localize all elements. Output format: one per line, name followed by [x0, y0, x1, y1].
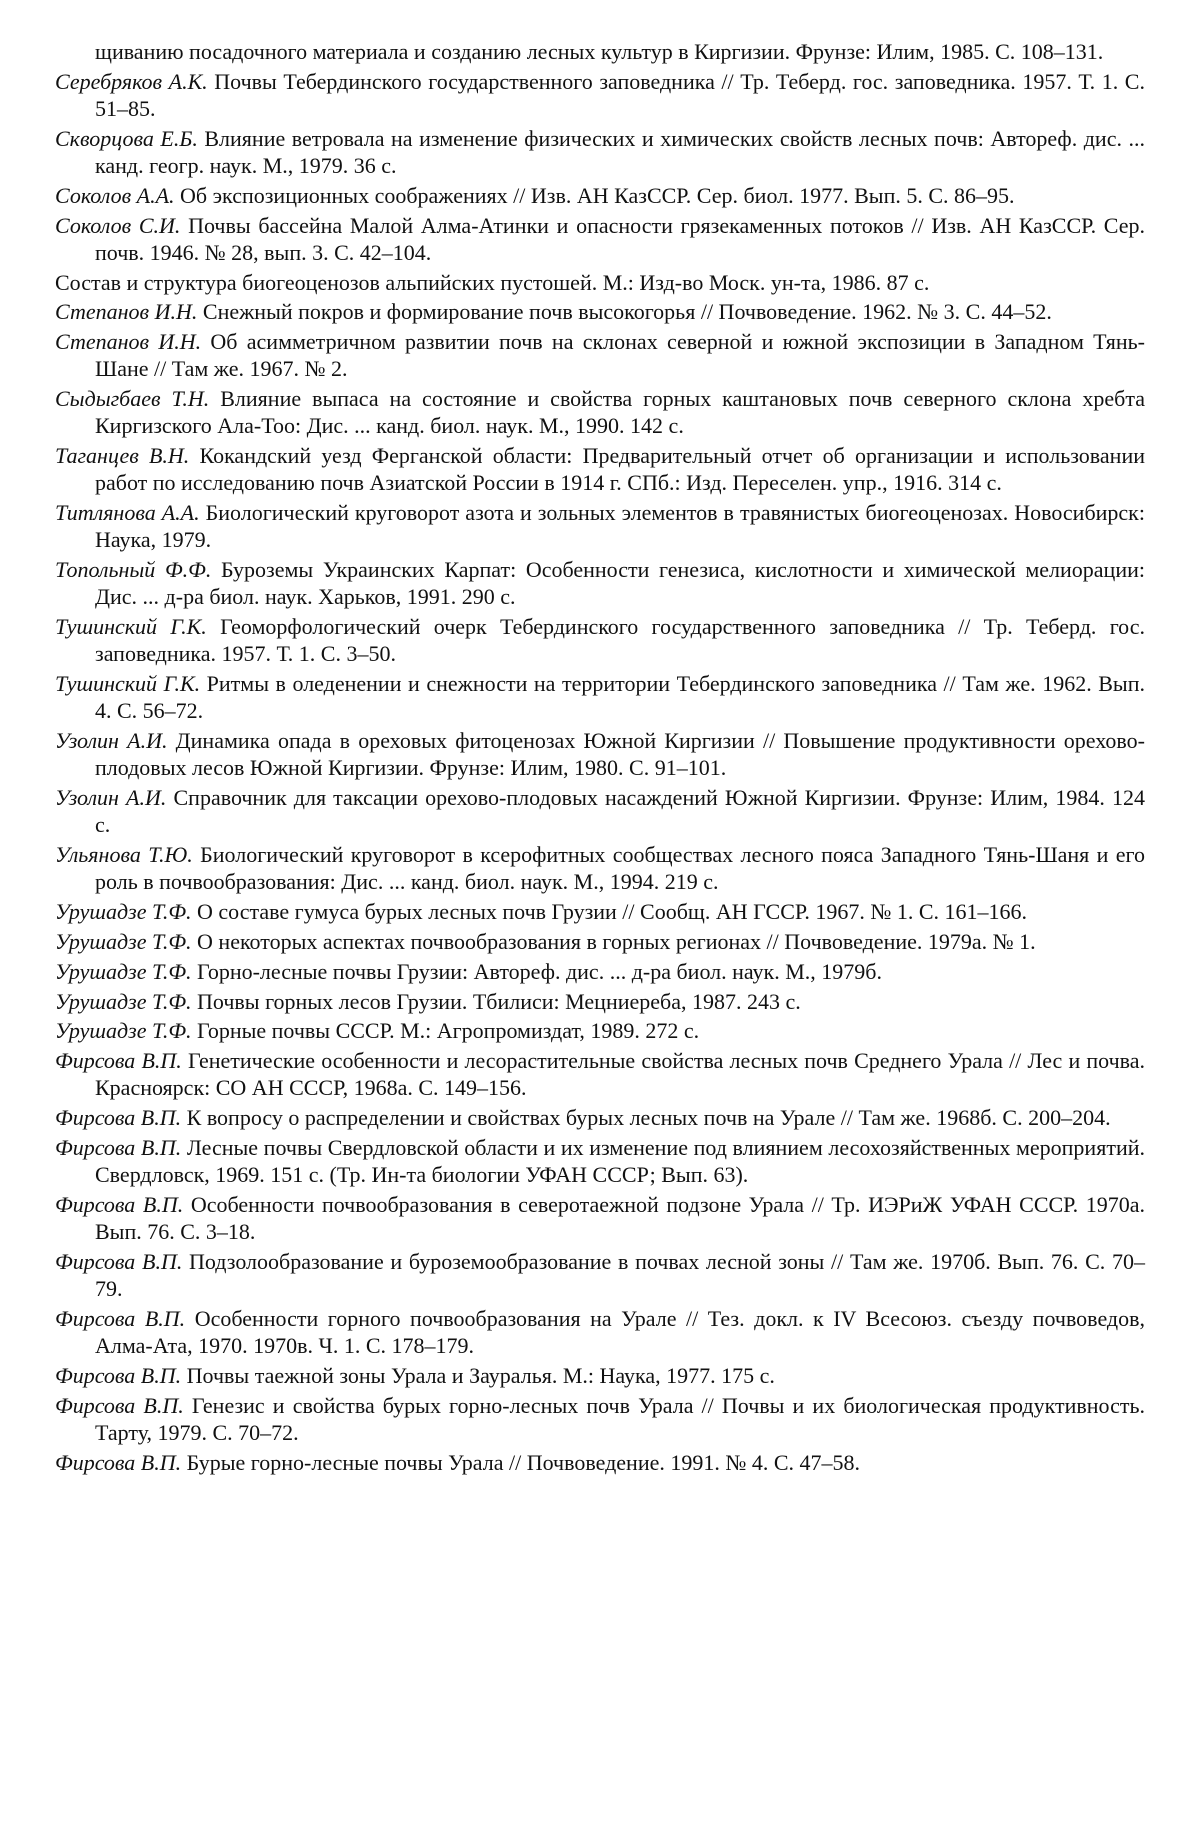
reference-author: Фирсова В.П. — [55, 1392, 184, 1418]
reference-text: Геоморфологический очерк Тебердинского государственного заповедника // Тр. Теберд. гос. заповедника. 1957. Т. 1. С. 3–50. — [95, 614, 1145, 667]
reference-text: Справочник для таксации орехово-плодовых насаждений Южной Киргизии. Фрунзе: Илим, 1984. 124 с. — [95, 785, 1145, 838]
reference-text: Динамика опада в ореховых фитоценозах Южной Киргизии // Повышение продуктивности орехово-плодовых лесов Южной Киргизии. Фрунзе: Илим, 1980. С. 91–101. — [95, 728, 1145, 781]
reference-entry — [55, 727, 1145, 781]
reference-text: Подзолообразование и буроземообразование в почвах лесной зоны // Там же. 1970б. Вып. 76. С. 70–79. — [95, 1248, 1145, 1302]
reference-text: Почвы горных лесов Грузии. Тбилиси: Мецниереба, 1987. 243 с. — [191, 988, 801, 1014]
reference-author: Соколов С.И. — [55, 212, 181, 238]
reference-entry — [55, 68, 1145, 122]
reference-entry — [55, 841, 1145, 895]
reference-text: Влияние выпаса на состояние и свойства горных каштановых почв северного склона хребта Киргизского Ала-Тоо: Дис. ... канд. биол. наук. М., 1990. 142 с. — [95, 386, 1145, 439]
reference-author: Соколов А.А. — [55, 182, 175, 208]
reference-text: Биологический круговорот азота и зольных элементов в травянистых биогеоценозах. Новосибирск: Наука, 1979. — [95, 500, 1145, 553]
bibliography-page — [55, 38, 1145, 1479]
reference-text: Особенности почвообразования в северотаежной подзоне Урала // Тр. ИЭРиЖ УФАН СССР. 1970а. Вып. 76. С. 3–18. — [95, 1191, 1146, 1245]
reference-entry — [55, 1191, 1145, 1245]
reference-entry — [55, 182, 1145, 209]
reference-text: Буроземы Украинских Карпат: Особенности генезиса, кислотности и химической мелиорации: Дис. ... д-ра биол. наук. Харьков, 1991. 290 с. — [95, 557, 1145, 610]
reference-author: Фирсова В.П. — [55, 1134, 182, 1160]
reference-author: Узолин А.И. — [55, 785, 167, 811]
reference-text: щиванию посадочного материала и созданию лесных культур в Киргизии. Фрунзе: Илим, 1985. С. 108–131. — [95, 39, 1104, 64]
reference-author: Урушадзе Т.Ф. — [55, 928, 192, 954]
reference-author: Степанов И.Н. — [55, 299, 198, 325]
reference-entry — [55, 898, 1145, 925]
reference-entry — [55, 958, 1145, 985]
reference-entry — [55, 1362, 1145, 1389]
reference-text: Особенности горного почвообразования на Урале // Тез. докл. к IV Всесоюз. съезду почвоведов, Алма-Ата, 1970. 1970в. Ч. 1. С. 178–179. — [95, 1305, 1145, 1359]
reference-author: Фирсова В.П. — [55, 1191, 184, 1217]
reference-text: Влияние ветровала на изменение физических и химических свойств лесных почв: Автореф. дис. ... канд. геогр. наук. М., 1979. 36 с. — [95, 125, 1145, 178]
reference-entry — [55, 499, 1145, 553]
reference-author: Фирсова В.П. — [55, 1048, 182, 1074]
reference-text: Состав и структура биогеоценозов альпийских пустошей. М.: Изд-во Моск. ун-та, 1986. 87 с. — [55, 269, 930, 295]
reference-entry — [55, 38, 1145, 65]
reference-entry — [55, 1248, 1145, 1302]
reference-text: Биологический круговорот в ксерофитных сообществах лесного пояса Западного Тянь-Шаня и его роль в почвообразования: Дис. ... канд. биол. наук. М., 1994. 219 с. — [95, 842, 1145, 895]
reference-author: Ульянова Т.Ю. — [55, 842, 193, 868]
reference-entry — [55, 613, 1145, 667]
reference-author: Фирсова В.П. — [55, 1248, 183, 1274]
reference-author: Фирсова В.П. — [55, 1105, 182, 1131]
reference-author: Урушадзе Т.Ф. — [55, 958, 192, 984]
reference-author: Фирсова В.П. — [55, 1305, 186, 1331]
reference-text: Горные почвы СССР. М.: Агропромиздат, 1989. 272 с. — [191, 1018, 700, 1044]
reference-author: Топольный Ф.Ф. — [55, 557, 212, 583]
reference-text: Об асимметричном развитии почв на склонах северной и южной экспозиции в Западном Тянь-Шане // Там же. 1967. № 2. — [95, 329, 1145, 382]
reference-author: Таганцев В.Н. — [55, 443, 190, 469]
reference-text: Снежный покров и формирование почв высокогорья // Почвоведение. 1962. № 3. С. 44–52. — [197, 299, 1052, 325]
reference-entry — [55, 928, 1145, 955]
reference-entry — [55, 988, 1145, 1015]
reference-entry — [55, 1134, 1145, 1188]
reference-author: Фирсова В.П. — [55, 1362, 182, 1388]
reference-entry — [55, 1392, 1145, 1446]
reference-entry — [55, 784, 1145, 838]
reference-entry — [55, 212, 1145, 266]
reference-entry — [55, 442, 1145, 496]
reference-author: Сыдыгбаев Т.Н. — [55, 386, 210, 412]
reference-author: Узолин А.И. — [55, 728, 168, 754]
reference-text: Кокандский уезд Ферганской области: Предварительный отчет об организации и использовании работ по исследованию почв Азиатской России в 1914 г. СПб.: Изд. Переселен. упр., 1916. 314 с. — [95, 443, 1145, 496]
reference-text: Почвы бассейна Малой Алма-Атинки и опасности грязекаменных потоков // Изв. АН КазССР. Сер. почв. 1946. № 28, вып. 3. С. 42–104. — [95, 212, 1145, 265]
reference-author: Фирсова В.П. — [55, 1449, 182, 1475]
reference-text: К вопросу о распределении и свойствах бурых лесных почв на Урале // Там же. 1968б. С. 200–204. — [181, 1105, 1111, 1131]
reference-text: Об экспозиционных соображениях // Изв. АН КазССР. Сер. биол. 1977. Вып. 5. С. 86–95. — [174, 182, 1015, 208]
reference-author: Степанов И.Н. — [55, 329, 202, 355]
reference-text: Генезис и свойства бурых горно-лесных почв Урала // Почвы и их биологическая продуктивность. Тарту, 1979. С. 70–72. — [95, 1392, 1145, 1445]
reference-author: Тушинский Г.К. — [55, 671, 201, 697]
reference-author: Урушадзе Т.Ф. — [55, 1018, 192, 1044]
reference-text: Почвы Тебердинского государственного заповедника // Тр. Теберд. гос. заповедника. 1957. Т. 1. С. 51–85. — [95, 68, 1145, 121]
reference-entry — [55, 1047, 1145, 1101]
reference-entry — [55, 385, 1145, 439]
reference-entry — [55, 556, 1145, 610]
reference-text: Бурые горно-лесные почвы Урала // Почвоведение. 1991. № 4. С. 47–58. — [181, 1449, 861, 1475]
reference-entry — [55, 298, 1145, 325]
reference-text: Лесные почвы Свердловской области и их изменение под влиянием лесохозяйственных мероприятий. Свердловск, 1969. 151 с. (Тр. Ин-та биологии УФАН СССР; Вып. 63). — [95, 1134, 1145, 1188]
reference-author: Титлянова А.А. — [55, 500, 200, 526]
reference-entry — [55, 1104, 1145, 1131]
reference-entry — [55, 1449, 1145, 1476]
reference-text: О составе гумуса бурых лесных почв Грузии // Сообщ. АН ГССР. 1967. № 1. С. 161–166. — [191, 899, 1028, 925]
reference-text: Горно-лесные почвы Грузии: Автореф. дис. ... д-ра биол. наук. М., 1979б. — [191, 958, 882, 984]
reference-entry — [55, 670, 1145, 724]
reference-entry — [55, 328, 1145, 382]
reference-author: Тушинский Г.К. — [55, 614, 207, 640]
reference-text: О некоторых аспектах почвообразования в горных регионах // Почвоведение. 1979а. № 1. — [191, 928, 1036, 954]
reference-text: Генетические особенности и лесорастительные свойства лесных почв Среднего Урала // Лес и почва. Красноярск: СО АН СССР, 1968а. С. 149–156. — [95, 1048, 1145, 1101]
reference-text: Ритмы в оледенении и снежности на территории Тебердинского заповедника // Там же. 1962. Вып. 4. С. 56–72. — [95, 671, 1145, 724]
reference-entry — [55, 1305, 1145, 1359]
reference-author: Серебряков А.К. — [55, 68, 208, 94]
reference-author: Урушадзе Т.Ф. — [55, 988, 192, 1014]
reference-text: Почвы таежной зоны Урала и Зауралья. М.: Наука, 1977. 175 с. — [181, 1362, 775, 1388]
reference-author: Скворцова Е.Б. — [55, 125, 198, 151]
reference-entry — [55, 125, 1145, 179]
reference-entry — [55, 269, 1145, 296]
reference-entry — [55, 1017, 1145, 1044]
reference-author: Урушадзе Т.Ф. — [55, 899, 192, 925]
